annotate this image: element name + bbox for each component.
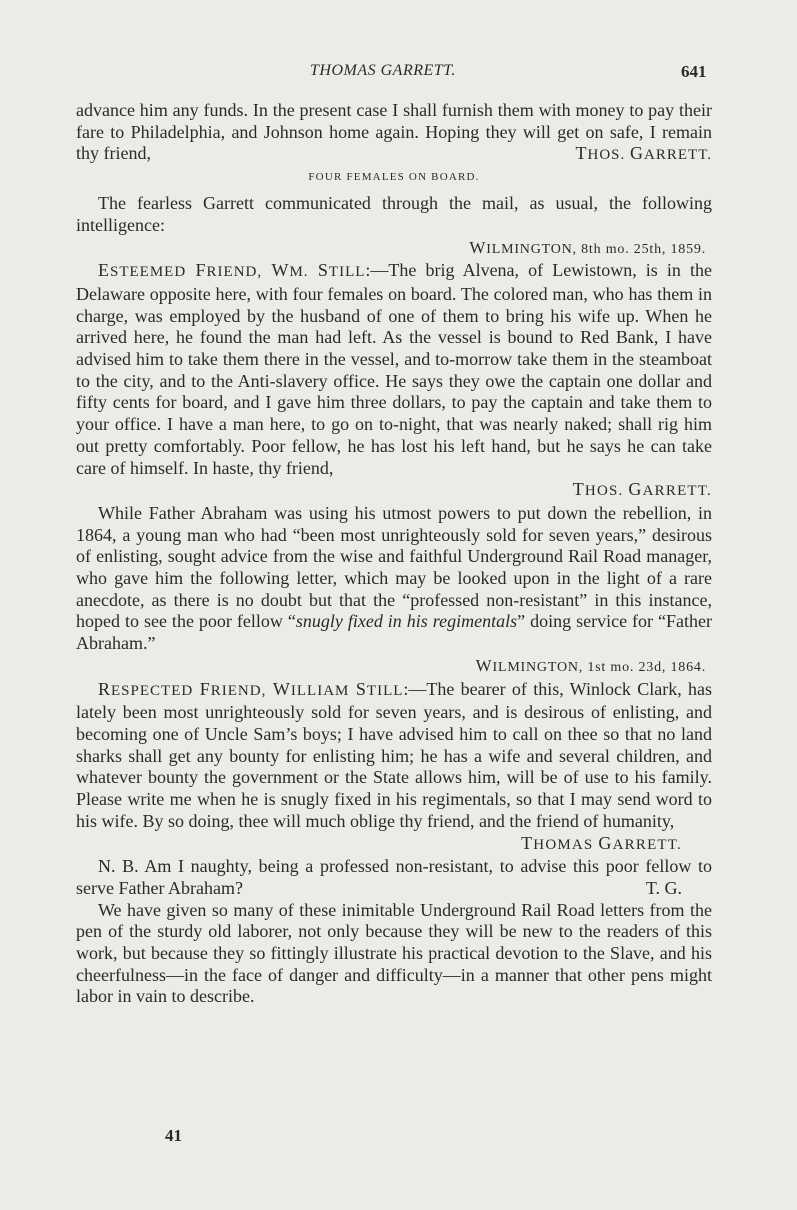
section-subheading: FOUR FEMALES ON BOARD.: [308, 171, 480, 184]
nota-bene: N. B. Am I naughty, being a professed non-resistant, to advise this poor fellow to serve Father Abraham? T. G.: [76, 856, 712, 898]
letter-salutation: ESTEEMED FRIEND, WM. STILL: [98, 260, 366, 281]
paragraph-father-abraham: While Father Abraham was using his utmost powers to put down the rebellion, in 1864, a young man who had “been most unrighteously sold for seven years,” desirous of enlisting, sought advice from the wise and faithful Underground Rail Road manager, who gave him the following letter, which may be looked upon in the light of a rare anecdote, as there is no doubt but that the “professed non-resistant” in this instance, hoped to see the poor fellow “snugly fixed in his regimentals” doing service for “Father Abraham.”: [76, 502, 712, 654]
signature-mark: 41: [165, 1126, 182, 1145]
dateline-1859: WILMINGTON, 8th mo. 25th, 1859.: [469, 237, 706, 257]
paragraph-text: advance him any funds. In the present case I shall furnish them with money to pay their fare to Philadelphia, and Johnson home again. Hoping they will get on safe, I remain thy friend,: [76, 100, 712, 164]
letter-esteemed-friend: [76, 260, 712, 479]
signature-thomas-garrett: THOMAS GARRETT.: [521, 832, 682, 853]
page-header: [0, 62, 797, 86]
signature-thos-garrett: THOS. GARRETT.: [575, 143, 712, 164]
letter-respected-friend: [76, 679, 712, 833]
running-title: THOMAS GARRETT.: [310, 62, 456, 79]
letter-body: :—The bearer of this, Winlock Clark, has lately been most unrighteously sold for seven years, and is desirous of enlisting, and becoming one of Uncle Sam’s boys; I have advised him to call on thee so that no land sharks shall get any bounty for enlisting him; he has a wife and several children, and whatever bounty the government or the State allows him, will be of use to his family. Please write me when he is snugly fixed in his regimentals, so that I may send word to his wife. By so doing, thee will much oblige thy friend, and the friend of humanity,: [76, 678, 712, 831]
page-number: 641: [681, 62, 707, 81]
letter-body: :—The brig Alvena, of Lewistown, is in the Delaware opposite here, with four females on board. The colored man, who has them in charge, was employed by the husband of one of them to bring his wife up. When he arrived here, he found the man had left. As the vessel is bound to Red Bank, I have advised him to take them there in the vessel, and to-morrow take them in the steamboat to the city, and to the Anti-slavery office. He says they owe the captain one dollar and fifty cents for board, and I gave him three dollars, to pay the captain and take them to your office. I have a man here, to go on to-night, that was nearly naked; shall rig him out pretty comfortably. Poor fellow, he has lost his left hand, but he says he can take care of himself. In haste, thy friend,: [76, 260, 712, 478]
paragraph-intro: The fearless Garrett communicated through the mail, as usual, the following intelligence:: [76, 193, 712, 235]
paragraph-letter-close: [76, 100, 712, 165]
italic-phrase: snugly fixed in his regimentals: [295, 611, 518, 632]
paragraph-closing: We have given so many of these inimitable Underground Rail Road letters from the pen of the sturdy old laborer, not only because they will be new to the readers of this work, but because they so fittingly illustrate his practical devotion to the Slave, and his cheerfulness—in the face of danger and difficulty—in a manner that other pens might labor in vain to describe.: [76, 899, 712, 1007]
letter-salutation: RESPECTED FRIEND, WILLIAM STILL: [98, 678, 404, 699]
page-body: [76, 100, 712, 1008]
dateline-1864: WILMINGTON, 1st mo. 23d, 1864.: [475, 655, 706, 675]
signature-thos-garrett-2: THOS. GARRETT.: [572, 479, 712, 500]
initials-tg: T. G.: [645, 877, 682, 898]
